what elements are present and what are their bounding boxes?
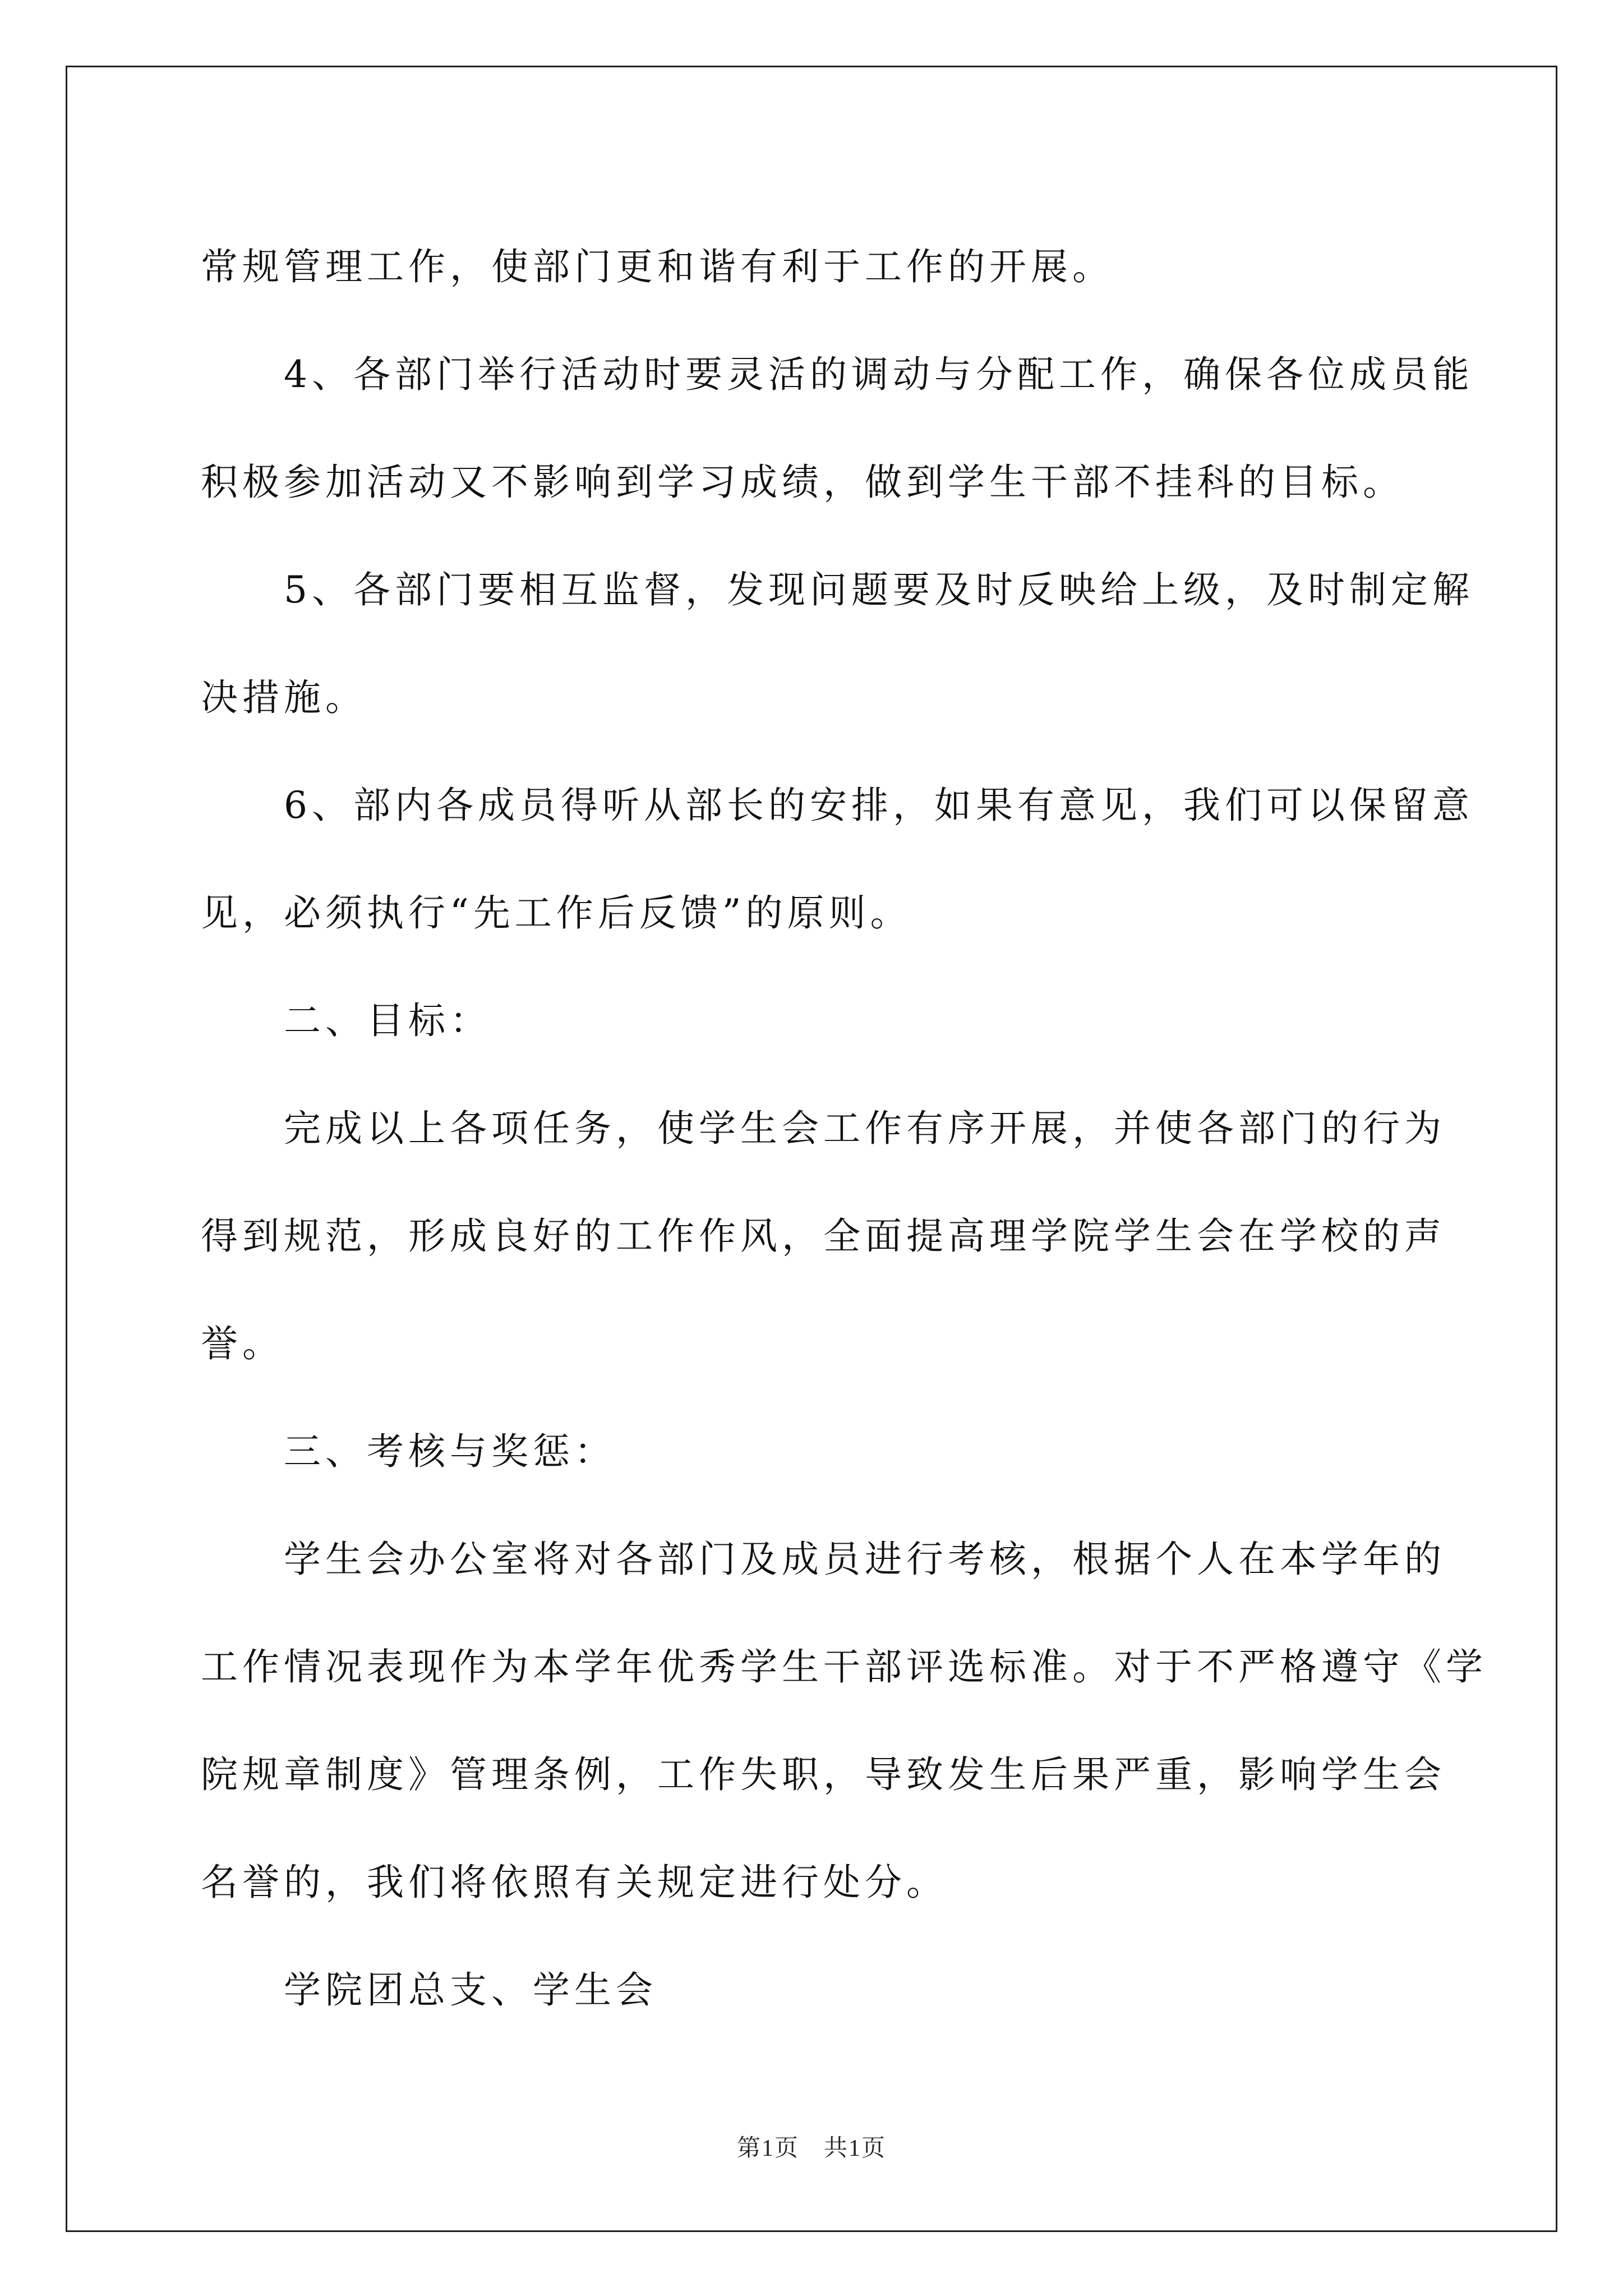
paragraph-line: 完成以上各项任务，使学生会工作有序开展，并使各部门的行为: [284, 1107, 1446, 1150]
document-body: [201, 213, 1487, 2044]
section-heading: 二、目标：: [284, 999, 491, 1042]
paragraph-line: 学生会办公室将对各部门及成员进行考核，根据个人在本学年的: [284, 1538, 1446, 1581]
paragraph-line: 4、各部门举行活动时要灵活的调动与分配工作，确保各位成员能: [284, 353, 1474, 396]
paragraph-line: 名誉的，我们将依照有关规定进行处分。: [201, 1861, 948, 1904]
page-number: 第1页 共1页: [736, 2136, 886, 2161]
paragraph-line: 6、部内各成员得听从部长的安排，如果有意见，我们可以保留意: [284, 784, 1474, 827]
paragraph-line: 工作情况表现作为本学年优秀学生干部评选标准。对于不严格遵守《学: [201, 1645, 1487, 1688]
signature-line: 学院团总支、学生会: [284, 1968, 657, 2012]
paragraph-line: 见，必须执行“先工作后反馈”的原则。: [201, 891, 912, 935]
section-heading: 三、考核与奖惩：: [284, 1430, 616, 1473]
paragraph-line: 得到规范，形成良好的工作作风，全面提高理学院学生会在学校的声: [201, 1214, 1446, 1258]
paragraph-line: 决措施。: [201, 676, 367, 719]
paragraph-line: 常规管理工作，使部门更和谐有利于工作的开展。: [201, 245, 1114, 288]
paragraph-line: 5、各部门要相互监督，发现问题要及时反映给上级，及时制定解: [284, 568, 1474, 611]
paragraph-line: 积极参加活动又不影响到学习成绩，做到学生干部不挂科的目标。: [201, 461, 1404, 504]
paragraph-line: 院规章制度》管理条例，工作失职，导致发生后果严重，影响学生会: [201, 1753, 1446, 1796]
paragraph-line: 誉。: [201, 1322, 284, 1365]
